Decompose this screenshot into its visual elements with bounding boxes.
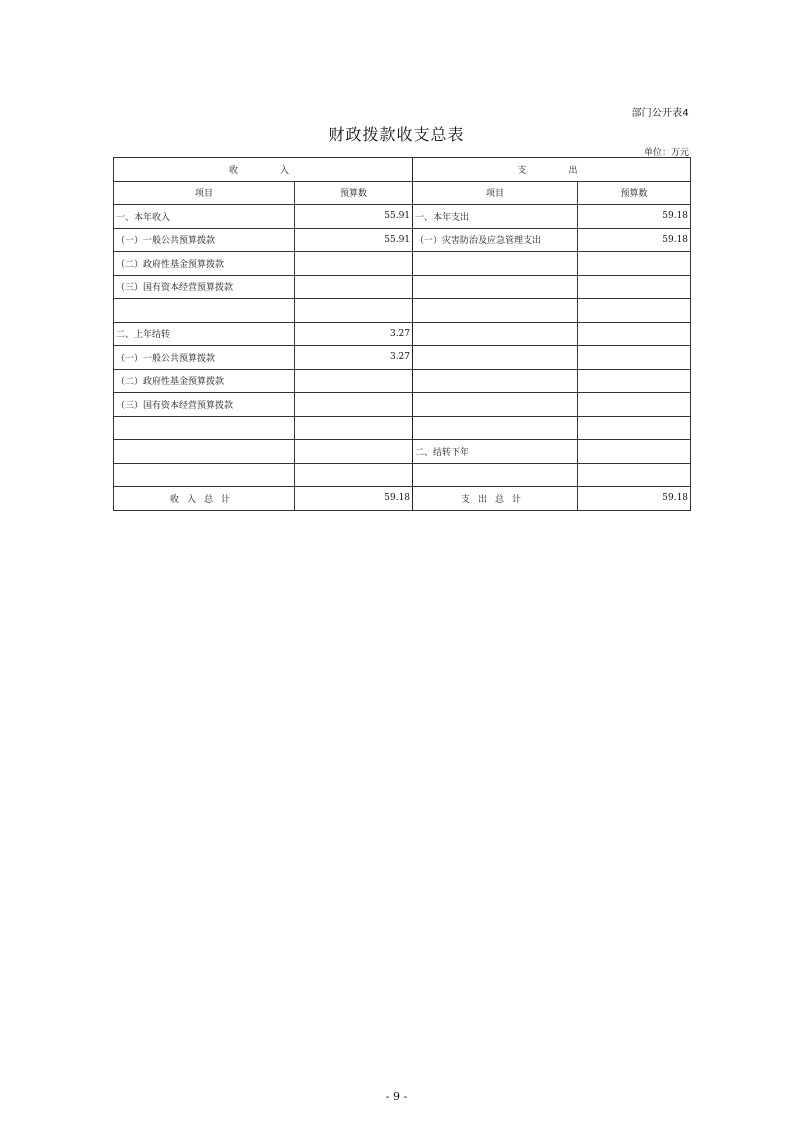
income-budget-header: 预算数 [295,181,413,205]
income-item-cell: 一、本年收入 [114,205,295,229]
expense-item-cell: 二、结转下年 [413,440,578,464]
income-item-cell [114,463,295,487]
table-row [114,299,691,323]
table-row [114,252,691,276]
total-row [114,487,691,511]
expense-section-header: 支 出 [413,158,691,182]
table-code: 部门公开表4 [631,108,689,119]
expense-item-cell: 一、本年支出 [413,205,578,229]
expense-item-cell [413,369,578,393]
table-row [114,440,691,464]
expense-item-cell: （一）灾害防治及应急管理支出 [413,228,578,252]
expense-value-cell: 59.18 [578,205,691,229]
income-value-cell [295,252,413,276]
income-value-cell: 55.91 [295,228,413,252]
income-section-header: 收 入 [114,158,413,182]
income-item-cell: 二、上年结转 [114,322,295,346]
expense-value-cell [578,369,691,393]
expense-item-cell [413,393,578,417]
expense-value-cell [578,346,691,370]
income-item-cell: （一）一般公共预算拨款 [114,346,295,370]
expense-item-cell [413,322,578,346]
expense-total-label: 支出总计 [413,487,578,511]
income-value-cell [295,393,413,417]
unit-note: 单位：万元 [643,148,689,158]
expense-item-cell [413,346,578,370]
income-value-cell [295,440,413,464]
table-row [114,205,691,229]
table-row [114,346,691,370]
expense-value-cell [578,275,691,299]
income-item-header: 项目 [114,181,295,205]
income-value-cell: 55.91 [295,205,413,229]
income-total-label: 收入总计 [114,487,295,511]
income-value-cell [295,275,413,299]
expense-item-cell [413,275,578,299]
income-value-cell: 3.27 [295,322,413,346]
table-row [114,393,691,417]
table-row [114,463,691,487]
income-item-cell [114,299,295,323]
expense-item-cell [413,416,578,440]
expense-value-cell [578,299,691,323]
income-item-cell [114,416,295,440]
income-value-cell [295,416,413,440]
expense-budget-header: 预算数 [578,181,691,205]
income-value-cell [295,463,413,487]
expense-item-cell [413,463,578,487]
expense-total-value: 59.18 [578,487,691,511]
expense-value-cell [578,463,691,487]
expense-value-cell [578,393,691,417]
budget-table [113,157,691,511]
expense-value-cell [578,322,691,346]
table-row [114,416,691,440]
income-item-cell: （二）政府性基金预算拨款 [114,252,295,276]
page-title: 财政拨款收支总表 [328,125,465,144]
income-value-cell [295,369,413,393]
income-item-cell: （三）国有资本经营预算拨款 [114,275,295,299]
expense-item-header: 项目 [413,181,578,205]
table-row [114,369,691,393]
column-header-row [114,181,691,205]
page-number: - 9 - [385,1090,408,1103]
expense-item-cell [413,299,578,323]
table-row [114,228,691,252]
expense-value-cell [578,252,691,276]
expense-value-cell: 59.18 [578,228,691,252]
income-total-value: 59.18 [295,487,413,511]
income-item-cell: （二）政府性基金预算拨款 [114,369,295,393]
income-item-cell [114,440,295,464]
income-value-cell: 3.27 [295,346,413,370]
budget-table-body [114,158,691,511]
expense-item-cell [413,252,578,276]
table-row [114,275,691,299]
expense-value-cell [578,440,691,464]
income-item-cell: （一）一般公共预算拨款 [114,228,295,252]
income-item-cell: （三）国有资本经营预算拨款 [114,393,295,417]
income-value-cell [295,299,413,323]
expense-value-cell [578,416,691,440]
section-header-row [114,158,691,182]
table-row [114,322,691,346]
